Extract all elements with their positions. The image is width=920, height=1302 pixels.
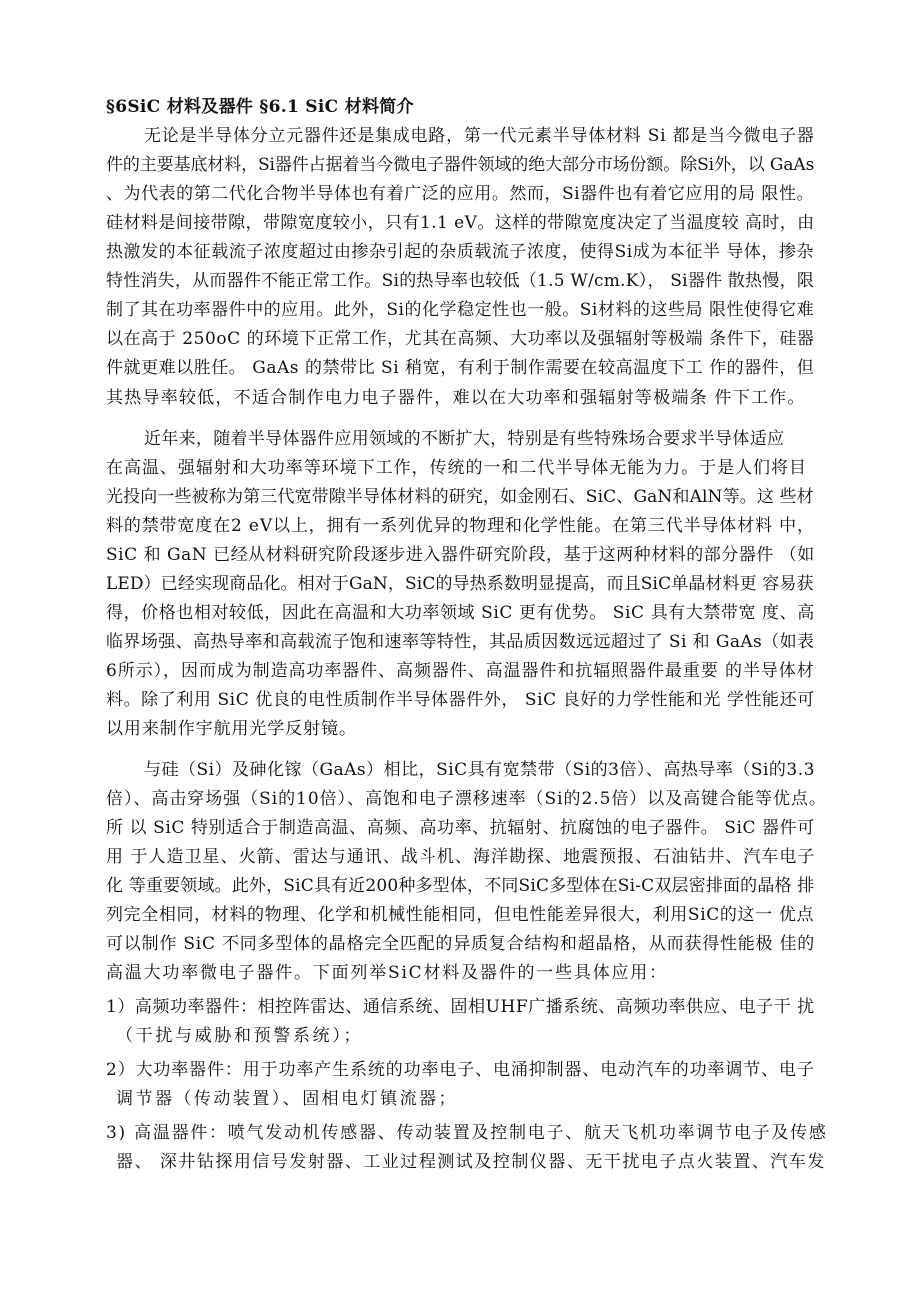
text-line: 所 以 SiC 特别适合于制造高温、高频、高功率、抗辐射、抗腐蚀的电子器件。 SiC 器件可 [106, 818, 815, 838]
text-line: SiC 和 GaN 已经从材料研究阶段逐步进入器件研究阶段，基于这两种材料的部分器件 （如 [106, 545, 815, 565]
text-line: 无论是半导体分立元器件还是集成电路，第一代元素半导体材料 Si 都是当今微电子器 [144, 126, 815, 146]
text-line: 热激发的本征载流子浓度超过由掺杂引起的杂质载流子浓度，使得Si成为本征半 导体，掺杂 [106, 242, 815, 262]
list-item: （干扰与威胁和预警系统）； [116, 1026, 364, 1046]
list-item: 调节器（传动装置）、固相电灯镇流器； [116, 1089, 458, 1109]
section-heading: §6SiC 材料及器件 §6.1 SiC 材料简介 [106, 97, 414, 117]
text-line: 件就更难以胜任。 GaAs 的禁带比 Si 稍宽，有利于制作需要在较高温度下工 作的器件，但 [106, 358, 815, 378]
list-item: 1）高频功率器件：相控阵雷达、通信系统、固相UHF广播系统、高频功率供应、电子干 扰 [106, 997, 815, 1017]
text-line: 其热导率较低，不适合制作电力电子器件，难以在大功率和强辐射等极端条 件下工作。 [106, 388, 806, 408]
text-line: 倍）、高击穿场强（Si的10倍）、高饱和电子漂移速率（Si的2.5倍）以及高键合能等优点。 [106, 789, 827, 809]
text-line: 制了其在功率器件中的应用。此外，Si的化学稳定性也一般。Si材料的这些局 限性使得它难 [106, 300, 815, 320]
text-line: 在高温、强辐射和大功率等环境下工作，传统的一和二代半导体无能为力。于是人们将目 [106, 458, 807, 478]
text-line: 列完全相同，材料的物理、化学和机械性能相同，但电性能差异很大，利用SiC的这一 优点 [106, 905, 815, 925]
text-line: 可以制作 SiC 不同多型体的晶格完全匹配的异质复合结构和超晶格，从而获得性能极 佳的 [106, 934, 816, 954]
text-line: 、为代表的第二代化合物半导体也有着广泛的应用。然而，Si器件也有着它应用的局 限性。 [106, 184, 815, 204]
text-line: 近年来，随着半导体器件应用领域的不断扩大，特别是有些特殊场合要求半导体适应 [144, 429, 785, 449]
list-item: 3) 高温器件：喷气发动机传感器、传动装置及控制电子、航天飞机功率调节电子及传感 [106, 1123, 828, 1143]
text-line: 用 于人造卫星、火箭、雷达与通讯、战斗机、海洋勘探、地震预报、石油钻井、汽车电子 [106, 847, 816, 867]
text-line: 临界场强、高热导率和高载流子饱和速率等特性，其品质因数远远超过了 Si 和 GaAs（如表 [106, 632, 815, 652]
list-item: 2）大功率器件：用于功率产生系统的功率电子、电涌抑制器、电动汽车的功率调节、电子 [106, 1060, 815, 1080]
text-line: 光投向一些被称为第三代宽带隙半导体材料的研究，如金刚石、SiC、GaN和AlN等。这 些材 [106, 487, 814, 507]
text-line: 得，价格也相对较低，因此在高温和大功率领域 SiC 更有优势。 SiC 具有大禁带宽 度、高 [106, 603, 815, 623]
text-line: 与硅（Si）及砷化镓（GaAs）相比，SiC具有宽禁带（Si的3倍）、高热导率（Si的3.3 [144, 760, 815, 780]
text-line: 件的主要基底材料，Si器件占据着当今微电子器件领域的绝大部分市场份额。除Si外，以 GaAs [106, 155, 815, 175]
text-line: 料。除了利用 SiC 优良的电性质制作半导体器件外， SiC 良好的力学性能和光 学性能还可 [106, 690, 815, 710]
text-line: 以用来制作宇航用光学反射镜。 [106, 719, 357, 739]
list-item: 器、 深井钻探用信号发射器、工业过程测试及控制仪器、无干扰电子点火装置、汽车发 [116, 1152, 826, 1172]
text-line: 以在高于 250oC 的环境下正常工作，尤其在高频、大功率以及强辐射等极端 条件下，硅器 [106, 329, 815, 349]
text-line: LED）已经实现商品化。相对于GaN，SiC的导热系数明显提高，而且SiC单晶材料更 容易获 [106, 574, 814, 594]
text-line: 料的禁带宽度在2 eV以上，拥有一系列优异的物理和化学性能。在第三代半导体材料 中， [106, 516, 815, 536]
text-line: 化 等重要领域。此外，SiC具有近200种多型体，不同SiC多型体在Si-C双层密排面的晶格 排 [106, 876, 815, 896]
text-line: 6所示），因而成为制造高功率器件、高频器件、高温器件和抗辐照器件最重要 的半导体材 [106, 661, 815, 681]
text-line: 硅材料是间接带隙，带隙宽度较小，只有1.1 eV。这样的带隙宽度决定了当温度较 高时，由 [106, 213, 815, 233]
text-line: 特性消失，从而器件不能正常工作。Si的热导率也较低（1.5 W/cm.K）， Si器件 散热慢，限 [106, 271, 815, 291]
text-line: 高温大功率微电子器件。下面列举SiC材料及器件的一些具体应用： [106, 963, 668, 983]
